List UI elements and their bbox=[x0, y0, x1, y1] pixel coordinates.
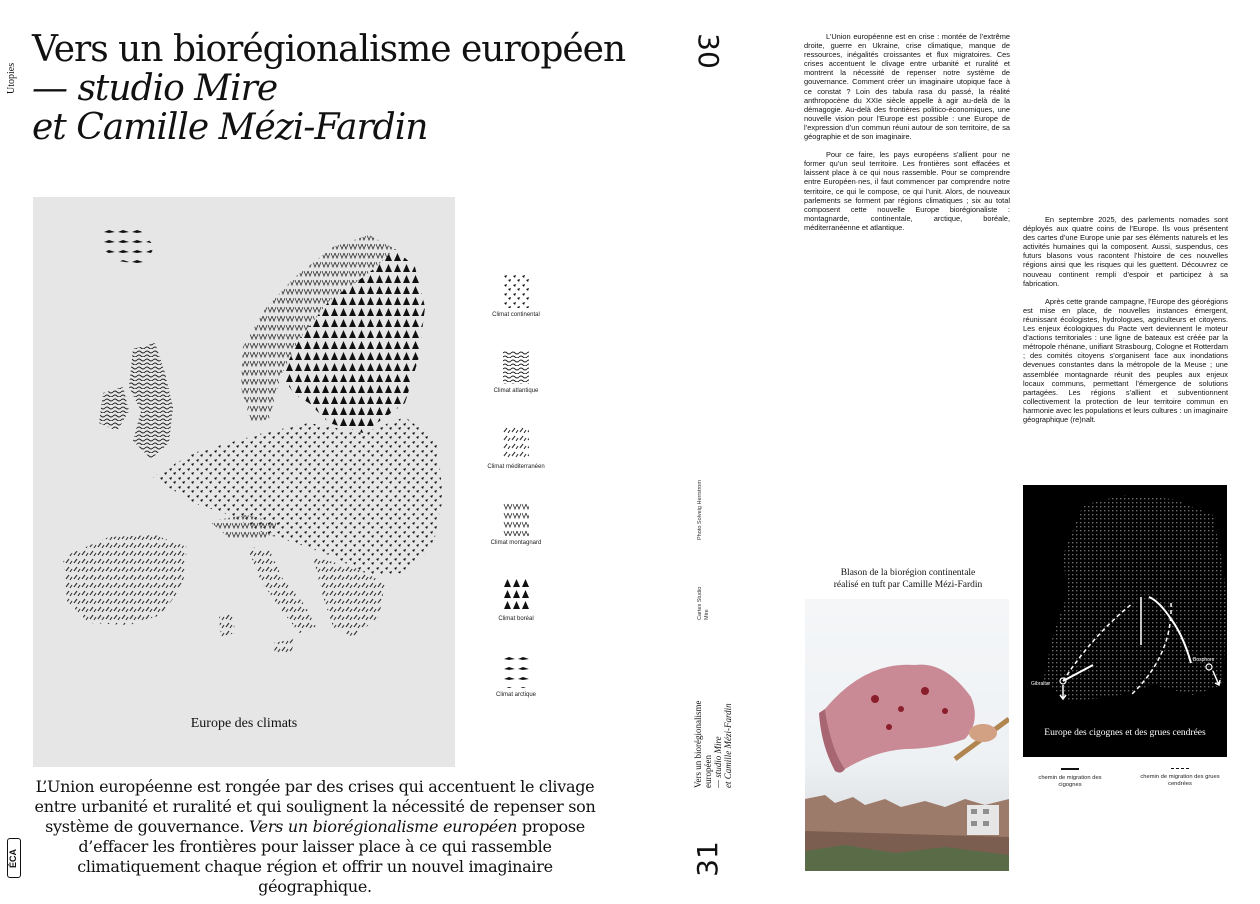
column-2-paragraph-1: En septembre 2025, des parlements nomades sont déployés aux quatre coins de l’Europe. Ils vous présentent des cartes d’une Europe unie par ses éléments naturels et les activités humaines qui la composent. Aussi, suspendus, ces futurs blasons vous racontent l’histoire de ces nouvelles régions ainsi que les risques qui les guettent. Découvrez ce nouveau continent rempli d’espoir et participez à sa fabrication. bbox=[1023, 215, 1228, 288]
intro-italic-title: Vers un biorégionalisme européen bbox=[248, 817, 518, 836]
tufted-flag-photo bbox=[805, 599, 1009, 871]
climate-map-caption: Europe des climats bbox=[190, 716, 298, 731]
column-2-paragraph-2: Après cette grande campagne, l’Europe des géorégions est mise en place, de nouvelles instances émergent, réunissant écologistes, hydrologues, agriculteurs et citoyens. Les enjeux écologiques du Pacte vert deviennent le moteur d’actions territoriales : une ligne de bateaux est créée par la métropole rhénane, unifiant Strasbourg, Cologne et Rotterdam ; des comités citoyens s’organisent face aux inondations devenues constantes dans la métropole de la Meuse ; une assemblée montagnarde réunit des peuples aux enjeux locaux communs, permettant l’émergence de solutions partagées. Les régions s’allient et subventionnent collectivement la protection de leur territoire commun en harmonie avec les populations et leurs cultures : un imaginaire géographique (re)nalt. bbox=[1023, 296, 1228, 424]
photo-caption bbox=[808, 567, 1008, 591]
label-bosphore: Bosphore bbox=[1193, 657, 1215, 663]
continental-pattern-icon bbox=[503, 274, 529, 308]
label-gibraltar: Gibraltar bbox=[1031, 681, 1051, 687]
italy-mediterranean-shape bbox=[247, 547, 317, 633]
legend-label: Climat boréal bbox=[498, 616, 534, 622]
legend-item-arctic bbox=[481, 654, 551, 699]
publisher-logo: ÉCA bbox=[7, 838, 21, 878]
legend-storks bbox=[1030, 768, 1110, 789]
photo-caption-line-2: réalisé en tuft par Camille Mézi-Fardin bbox=[833, 580, 983, 590]
dashed-line-icon bbox=[1171, 768, 1189, 769]
boreal-pattern-icon bbox=[503, 578, 529, 612]
intro-text-1: L’Union européenne est rongée par des crises qui accentuent le clivage entre urbanité et ruralité et qui soulignent la nécessité de repenser son système de gouvernance. bbox=[34, 777, 596, 836]
maps-credit: Cartes Studio Mire bbox=[697, 586, 710, 620]
title-line-2: — studio Mire bbox=[32, 68, 278, 109]
legend-label: Climat montagnard bbox=[490, 540, 542, 546]
legend-item-continental bbox=[481, 274, 551, 319]
legend-item-mediterranean bbox=[481, 426, 551, 471]
continental-mainland-shape bbox=[153, 417, 443, 575]
text-column-1 bbox=[804, 32, 1010, 241]
legend-label: Climat continental bbox=[492, 312, 540, 318]
intro-text-2: propose d’effacer les frontières pour laisser place à ce qui rassemble climatiquement chaque région et offrir un nouvel imaginaire géographique. bbox=[77, 817, 585, 896]
mediterranean-pattern-icon bbox=[503, 426, 529, 460]
section-tag: Utopies bbox=[6, 62, 17, 94]
article-title bbox=[32, 30, 632, 147]
column-1-paragraph-1: L’Union européenne est en crise : montée de l’extrême droite, guerre en Ukraine, crise climatique, manque de ressources, inégalités croissantes et flux migratoires. Ces crises accentuent le clivage entre urbanité et ruralité et montrent la nécessité de repenser notre système de gouvernance. Comment créer un imaginaire utopique face à ce constat ? Loin des tabula rasa du passé, la réalité anthropocène du XXIe siècle appelle à agir au-delà de la démagogie. Au-delà des frontières politico-économiques, une nouvelle vision pour l’Europe est possible : une Europe de l’expression d’un commun réuni autour de son territoire, de sa géographie et de son imaginaire. bbox=[804, 32, 1010, 142]
legend-label: Climat arctique bbox=[495, 692, 536, 698]
legend-item-atlantic bbox=[481, 350, 551, 395]
migration-map-illustration bbox=[1023, 485, 1227, 757]
legend-cranes bbox=[1140, 768, 1220, 788]
legend-label: Climat méditerranéen bbox=[487, 464, 545, 470]
text-column-2 bbox=[1023, 215, 1228, 433]
running-title-line-3: et Camille Mézi-Fardin bbox=[723, 703, 733, 788]
running-title-line-2: — studio Mire bbox=[713, 736, 723, 788]
atlantic-pattern-icon bbox=[503, 350, 529, 384]
flag-photo-illustration bbox=[805, 599, 1009, 871]
islands-mediterranean-shape bbox=[219, 613, 295, 653]
arctic-pattern-icon bbox=[503, 654, 529, 688]
solid-line-icon bbox=[1061, 768, 1079, 770]
photo-caption-line-1: Blason de la biorégion continentale bbox=[840, 568, 976, 578]
iberia-mediterranean-shape bbox=[63, 535, 187, 625]
page-number-top: 30 bbox=[692, 33, 725, 69]
page-number-bottom: 31 bbox=[691, 841, 724, 877]
photo-credit: Photo Solveig Herrstrom bbox=[697, 480, 703, 540]
climate-map bbox=[33, 197, 455, 767]
legend-label: Climat atlantique bbox=[493, 388, 539, 394]
migration-map-caption: Europe des cigognes et des grues cendrées bbox=[1044, 728, 1206, 738]
britain-atlantic-shape bbox=[129, 343, 173, 459]
arctic-islands-shape bbox=[101, 223, 155, 265]
legend-item-boreal bbox=[481, 578, 551, 623]
title-line-3: et Camille Mézi-Fardin bbox=[32, 107, 428, 148]
legend-cranes-label: chemin de migration des grues cendrées bbox=[1140, 774, 1220, 787]
bird-migration-map bbox=[1023, 485, 1227, 757]
legend-item-mountain bbox=[481, 502, 551, 547]
ireland-atlantic-shape bbox=[99, 387, 129, 431]
column-1-paragraph-2: Pour ce faire, les pays européens s’allient pour ne former qu’un seul territoire. Les frontières sont effacées et laissent place à ce qui nous rassemble. Pour se comprendre entre Européen·nes, il faut commencer par comprendre notre territoire, ce qui le compose, ce qui l’unit. Alors, de nouveaux parlements se forment par régions climatiques ; six au total composent cette nouvelle Europe biorégionaliste : montagnarde, continentale, arctique, boréale, méditerranéenne et atlantique. bbox=[804, 150, 1010, 232]
running-title-line-1: Vers un biorégionalisme européen bbox=[693, 700, 713, 788]
europe-climate-map-illustration bbox=[33, 197, 455, 767]
legend-storks-label: chemin de migration des cigognes bbox=[1038, 774, 1102, 788]
intro-paragraph bbox=[34, 777, 596, 897]
mountain-pattern-icon bbox=[503, 502, 529, 536]
running-title bbox=[693, 668, 733, 788]
title-line-1: Vers un biorégionalisme européen bbox=[32, 29, 626, 70]
